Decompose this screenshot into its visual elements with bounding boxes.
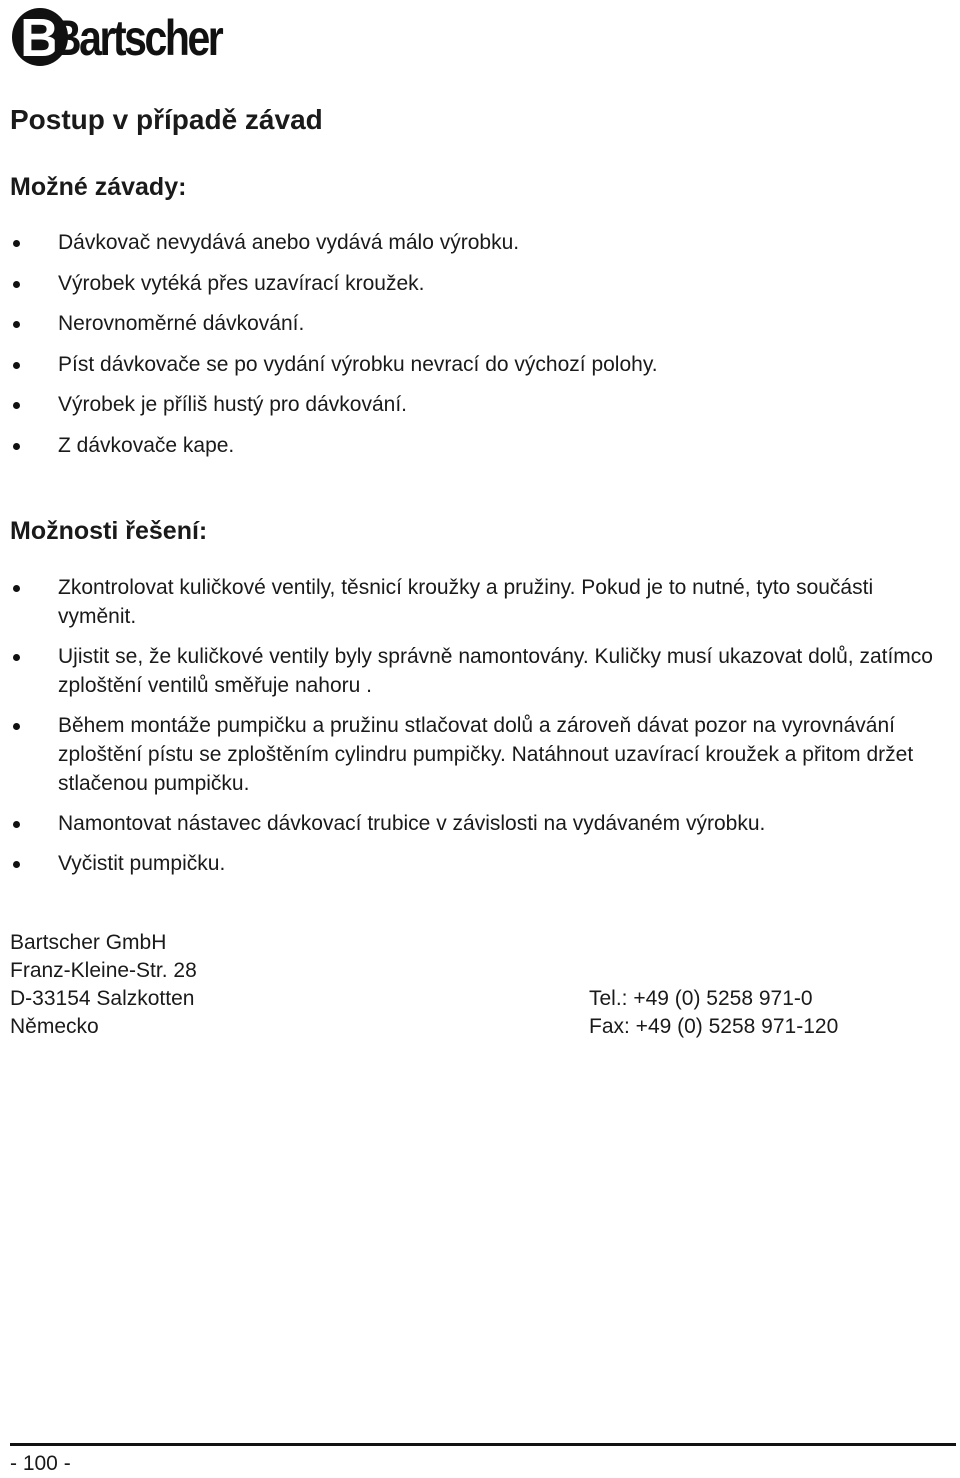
- solution-item: Ujistit se, že kuličkové ventily byly správně namontovány. Kuličky musí ukazovat dolů, zatímco zploštění ventilů směřuje nahoru .: [10, 642, 948, 700]
- company-fax: Fax: +49 (0) 5258 971-120: [589, 1015, 839, 1038]
- page-number: - 100 -: [10, 1452, 71, 1475]
- fault-item: Nerovnoměrné dávkování.: [10, 310, 938, 351]
- company-street: Franz-Kleine-Str. 28: [10, 959, 197, 982]
- company-city: D-33154 Salzkotten: [10, 987, 195, 1010]
- solution-item: Zkontrolovat kuličkové ventily, těsnicí kroužky a pružiny. Pokud je to nutné, tyto součásti vyměnit.: [10, 573, 948, 631]
- solution-item: Vyčistit pumpičku.: [10, 849, 948, 878]
- company-name: Bartscher GmbH: [10, 931, 167, 954]
- fault-item: Z dávkovače kape.: [10, 432, 938, 473]
- faults-heading: Možné závady:: [10, 173, 187, 201]
- company-country: Německo: [10, 1015, 99, 1038]
- solutions-heading: Možnosti řešení:: [10, 517, 208, 545]
- solutions-list: [10, 573, 948, 889]
- fault-item: Dávkovač nevydává anebo vydává málo výrobku.: [10, 229, 938, 270]
- company-phone: Tel.: +49 (0) 5258 971-0: [589, 987, 813, 1010]
- logo-b-letter: B: [20, 8, 59, 68]
- solution-item: Během montáže pumpičku a pružinu stlačovat dolů a zároveň dávat pozor na vyrovnávání zploštění pístu se zploštěním cylindru pumpičky. Natáhnout uzavírací kroužek a přitom držet stlačenou pumpičku.: [10, 711, 948, 798]
- solution-item: Namontovat nástavec dávkovací trubice v závislosti na vydávaném výrobku.: [10, 809, 948, 838]
- company-contact: [589, 985, 838, 1041]
- footer-divider: [10, 1443, 956, 1446]
- company-address: [10, 929, 197, 1041]
- fault-item: Píst dávkovače se po vydání výrobku nevrací do výchozí polohy.: [10, 351, 938, 392]
- page-title: Postup v případě závad: [10, 104, 323, 135]
- faults-list: [10, 229, 938, 472]
- bartscher-logo: [12, 2, 228, 72]
- fault-item: Výrobek je příliš hustý pro dávkování.: [10, 391, 938, 432]
- fault-item: Výrobek vytéká přes uzavírací kroužek.: [10, 270, 938, 311]
- logo-wordmark: Bartscher: [52, 10, 222, 66]
